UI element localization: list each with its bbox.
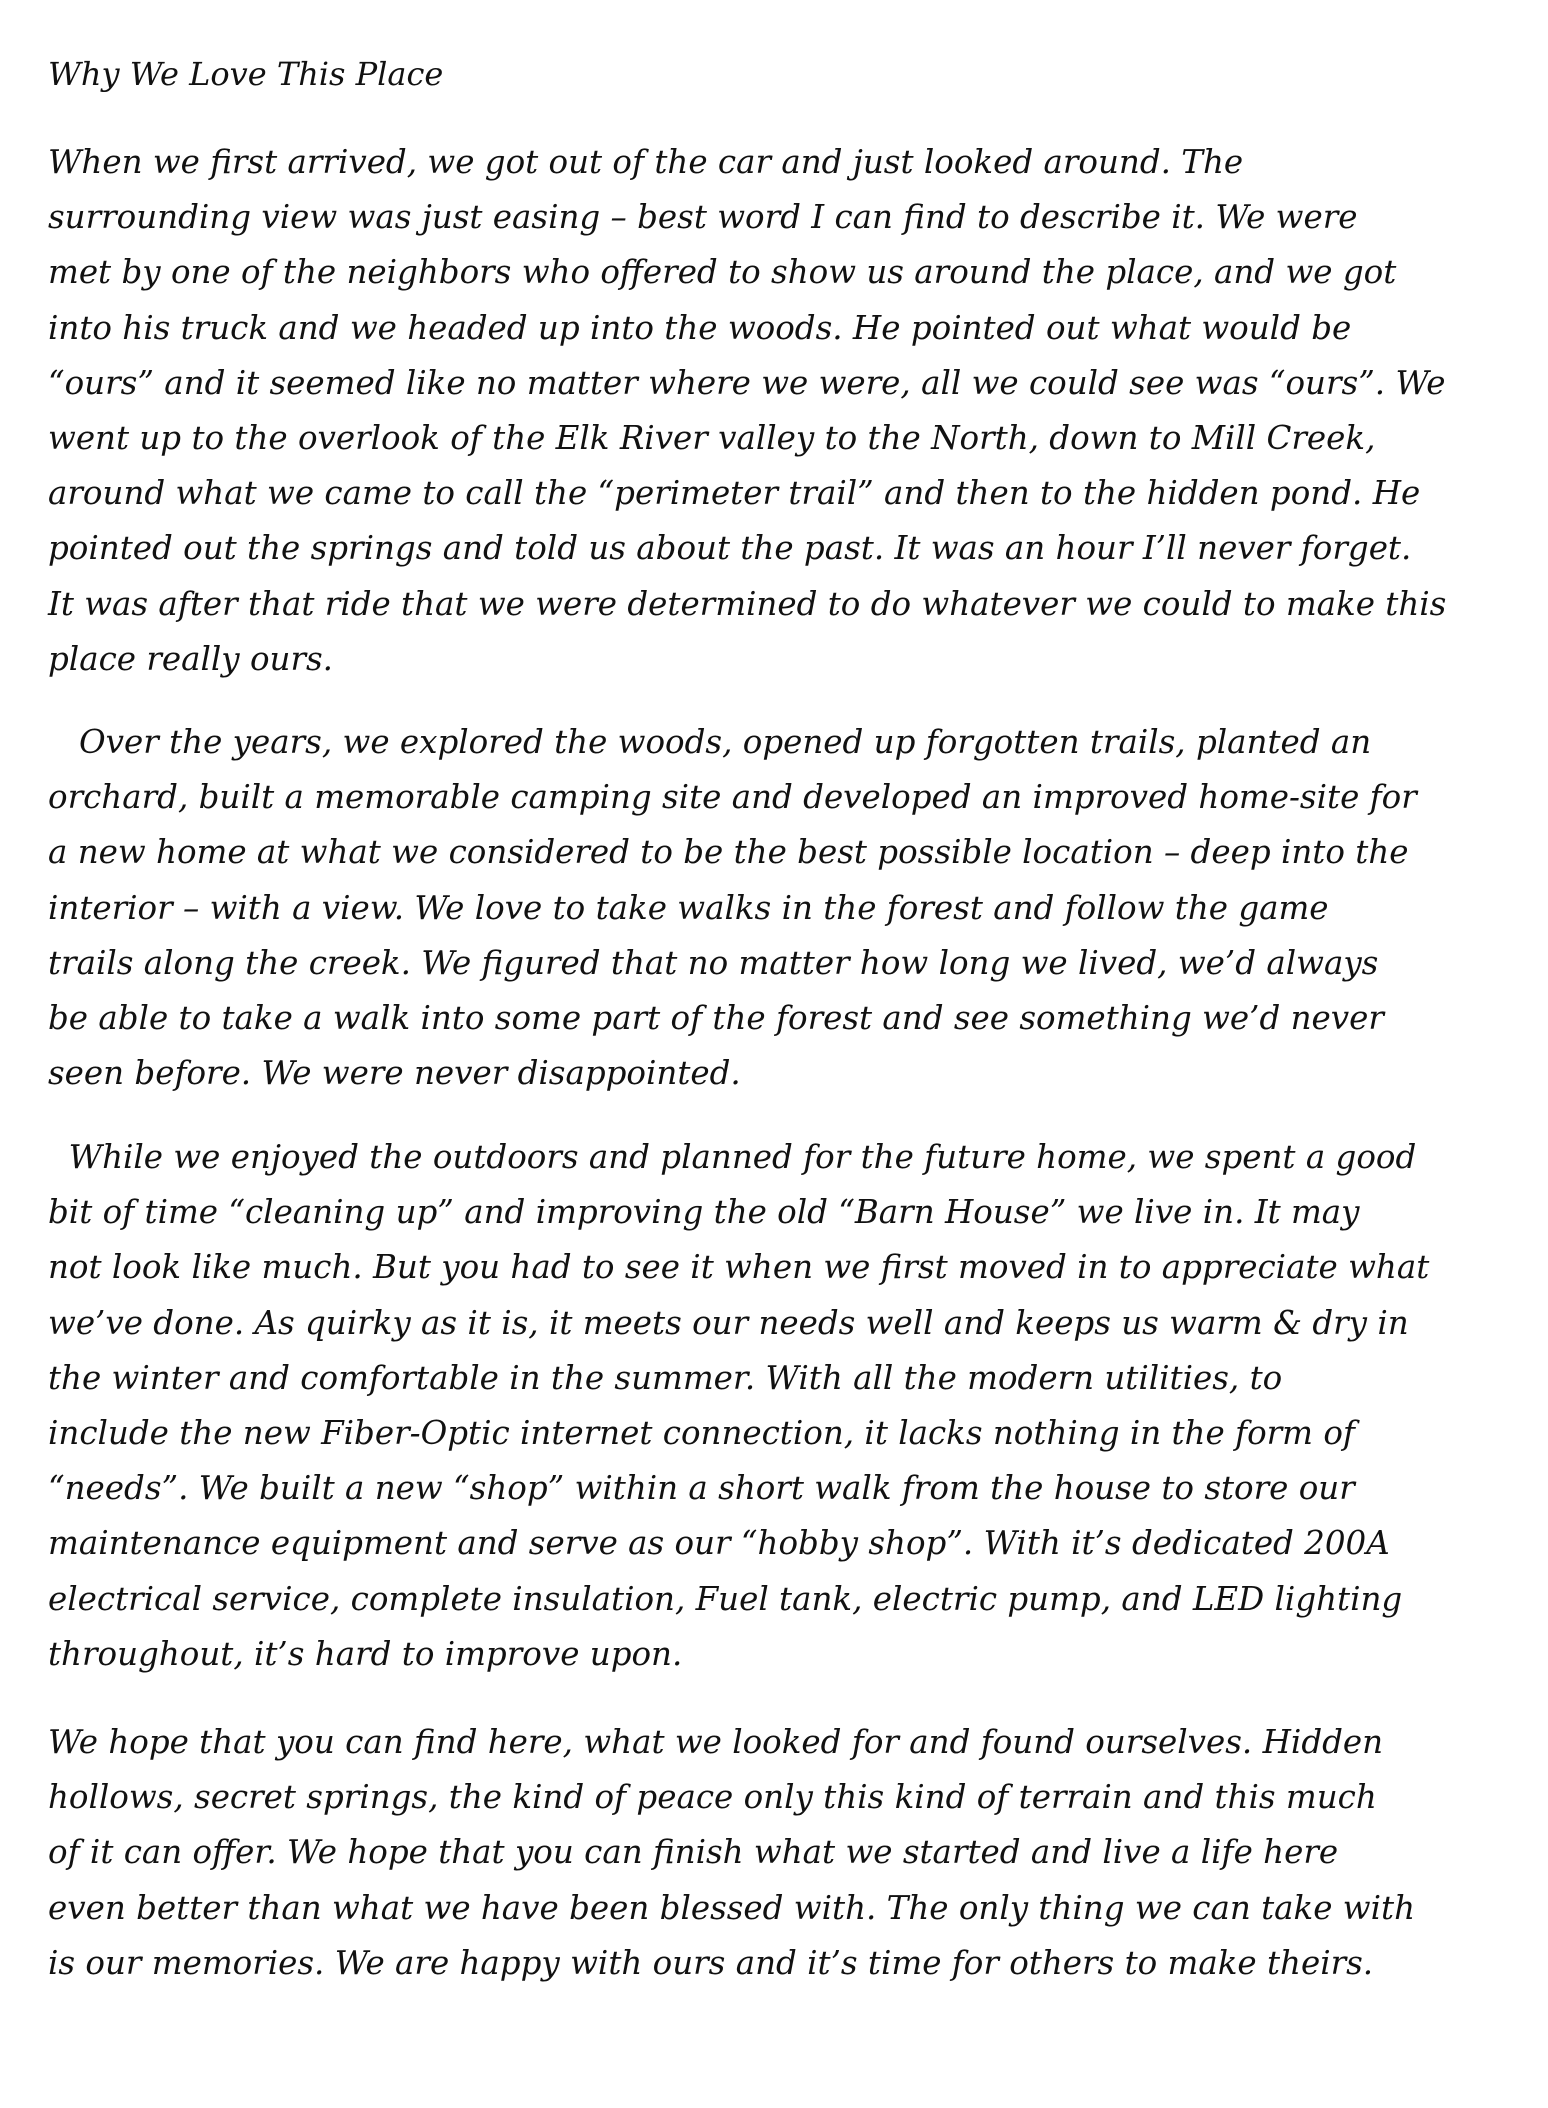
text-line: It was after that ride that we were determined to do whatever we could to make this — [48, 584, 1447, 623]
paragraph-over-the-years — [48, 715, 1508, 1101]
text-line: trails along the creek. We figured that no matter how long we lived, we’d always — [48, 943, 1379, 982]
paragraph-closing — [48, 1715, 1508, 1991]
paragraph-first-arrival — [48, 135, 1508, 687]
text-line: Over the years, we explored the woods, opened up forgotten trails, planted an — [48, 723, 1372, 761]
text-line: seen before. We were never disappointed. — [48, 1054, 741, 1093]
text-line: is our memories. We are happy with ours and it’s time for others to make theirs. — [48, 1943, 1374, 1982]
text-line: bit of time “cleaning up” and improving the old “Barn House” we live in. It may — [48, 1193, 1360, 1232]
text-line: met by one of the neighbors who offered to show us around the place, and we got — [48, 253, 1397, 292]
paragraph-barn-house — [48, 1130, 1508, 1682]
text-line: even better than what we have been blessed with. The only thing we can take with — [48, 1888, 1415, 1927]
text-line: “needs”. We built a new “shop” within a short walk from the house to store our — [48, 1469, 1355, 1508]
text-line: When we first arrived, we got out of the car and just looked around. The — [48, 143, 1244, 181]
page-title: Why We Love This Place — [48, 55, 444, 93]
text-line: While we enjoyed the outdoors and planned for the future home, we spent a good — [48, 1138, 1417, 1176]
text-line: the winter and comfortable in the summer. With all the modern utilities, to — [48, 1358, 1283, 1397]
text-line: maintenance equipment and serve as our “hobby shop”. With it’s dedicated 200A — [48, 1524, 1390, 1563]
text-line: surrounding view was just easing – best word I can find to describe it. We were — [48, 198, 1358, 237]
text-line: we’ve done. As quirky as it is, it meets our needs well and keeps us warm & dry in — [48, 1303, 1409, 1342]
text-line: We hope that you can find here, what we looked for and found ourselves. Hidden — [48, 1723, 1384, 1761]
text-line: orchard, built a memorable camping site and developed an improved home-site for — [48, 778, 1417, 817]
text-line: a new home at what we considered to be the best possible location – deep into the — [48, 833, 1409, 872]
text-line: not look like much. But you had to see it when we first moved in to appreciate what — [48, 1248, 1430, 1287]
text-line: interior – with a view. We love to take walks in the forest and follow the game — [48, 888, 1329, 927]
text-line: include the new Fiber-Optic internet connection, it lacks nothing in the form of — [48, 1413, 1355, 1452]
text-line: “ours” and it seemed like no matter where we were, all we could see was “ours”. We — [48, 363, 1446, 402]
text-line: throughout, it’s hard to improve upon. — [48, 1634, 683, 1673]
text-line: hollows, secret springs, the kind of peace only this kind of terrain and this much — [48, 1778, 1377, 1817]
text-line: around what we came to call the “perimeter trail” and then to the hidden pond. He — [48, 474, 1421, 513]
text-line: went up to the overlook of the Elk River valley to the North, down to Mill Creek, — [48, 418, 1376, 457]
text-line: into his truck and we headed up into the woods. He pointed out what would be — [48, 308, 1352, 347]
text-line: of it can offer. We hope that you can finish what we started and live a life here — [48, 1833, 1339, 1872]
text-line: be able to take a walk into some part of the forest and see something we’d never — [48, 998, 1384, 1037]
text-line: place really ours. — [48, 639, 334, 678]
text-line: pointed out the springs and told us about the past. It was an hour I’ll never forget. — [48, 529, 1412, 568]
text-line: electrical service, complete insulation, Fuel tank, electric pump, and LED lighting — [48, 1579, 1403, 1618]
